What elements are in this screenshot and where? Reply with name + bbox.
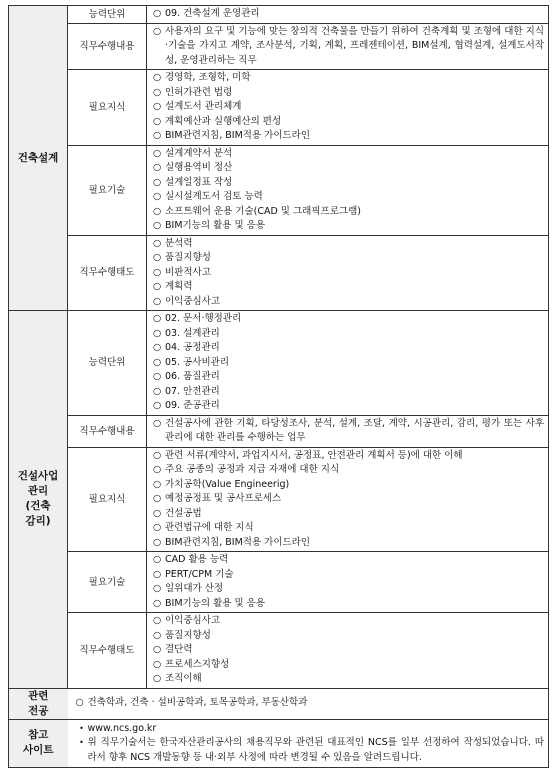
list-item-text: 06. 품질관리 [165, 371, 220, 382]
row-label: 필요기술 [68, 145, 147, 235]
circle-bullet-icon: ○ [153, 507, 162, 519]
list-item-text: 건설공사에 관한 기획, 타당성조사, 분석, 설계, 조달, 계약, 시공관리, 감리, 평가 또는 사후관리에 대한 관리를 수행하는 업무 [165, 417, 544, 443]
circle-bullet-icon: ○ [153, 147, 162, 159]
reference-text: 위 직무기술서는 한국자산관리공사의 채용직무와 관련된 대표적인 NCS를 일부 선정하여 작성되었습니다. 따라서 향후 NCS 개발동향 등 내·외부 사정에 따라 변경될 수 있음을 알려드립니다. [87, 737, 544, 763]
circle-bullet-icon: ○ [153, 615, 162, 626]
row-content [147, 23, 549, 70]
list-item [153, 507, 544, 522]
list-item-text: 건설공법 [165, 507, 202, 519]
list-item [153, 521, 544, 536]
circle-bullet-icon: ○ [153, 8, 162, 19]
list-item-text: 설계계약서 분석 [165, 147, 233, 159]
dot-bullet-icon: • [79, 738, 84, 747]
list-item-text: 05. 공사비관리 [165, 356, 230, 368]
circle-bullet-icon: ○ [153, 101, 162, 112]
list-item-text: 가치공학(Value Engineerig) [165, 478, 290, 490]
list-item [153, 251, 544, 266]
reference-content [68, 719, 549, 768]
list-item [153, 568, 544, 583]
row-content [147, 552, 549, 613]
circle-bullet-icon: ○ [153, 644, 162, 655]
list-item-text: 02. 문서·행정관리 [165, 313, 242, 324]
row-content [147, 70, 549, 146]
list-item [153, 295, 544, 310]
list-item-text: 프로세스지향성 [165, 658, 230, 670]
list-item-text: 비판적사고 [165, 266, 211, 278]
circle-bullet-icon: ○ [153, 115, 162, 127]
circle-bullet-icon: ○ [153, 583, 162, 594]
section-category: 건축설계 [9, 6, 68, 311]
list-item [153, 492, 544, 507]
circle-bullet-icon: ○ [153, 327, 162, 339]
list-item-text: 09. 준공관리 [165, 400, 220, 411]
list-item-text: 소프트웨어 운용 기술(CAD 및 그래픽프로그램) [165, 205, 361, 217]
list-item [153, 25, 544, 69]
circle-bullet-icon: ○ [153, 130, 162, 141]
reference-label: 참고 사이트 [9, 719, 68, 768]
list-item-text: 일위대가 산정 [165, 583, 224, 594]
circle-bullet-icon: ○ [153, 385, 162, 397]
list-item [153, 205, 544, 220]
circle-bullet-icon: ○ [153, 220, 162, 231]
list-item [153, 553, 544, 568]
table-row [9, 447, 549, 552]
list-item-text: 품질지향성 [165, 252, 211, 263]
circle-bullet-icon: ○ [153, 417, 162, 429]
list-item-text: 04. 공정관리 [165, 342, 220, 353]
row-label: 직무수행태도 [68, 235, 147, 311]
list-item-text: 07. 안전관리 [165, 385, 220, 397]
list-item [153, 449, 544, 464]
list-item [153, 597, 544, 612]
list-item-text: 계획력 [165, 281, 193, 292]
related-majors-text [76, 696, 545, 711]
list-item [153, 161, 544, 176]
list-item [153, 614, 544, 629]
circle-bullet-icon: ○ [153, 25, 162, 37]
circle-bullet-icon: ○ [153, 629, 162, 641]
dot-bullet-icon: • [79, 723, 84, 733]
list-item [153, 100, 544, 115]
list-item [153, 643, 544, 658]
list-item-text: 품질지향성 [165, 629, 211, 641]
list-item [153, 190, 544, 205]
table-row [9, 235, 549, 311]
circle-bullet-icon: ○ [153, 295, 162, 307]
list-item [153, 399, 544, 414]
row-content [147, 613, 549, 689]
circle-bullet-icon: ○ [153, 237, 162, 249]
related-majors-row [9, 688, 549, 719]
circle-bullet-icon: ○ [153, 522, 162, 533]
row-content [147, 447, 549, 552]
related-majors-content [68, 688, 549, 719]
list-item-text: BIM기능의 활용 및 응용 [165, 220, 265, 231]
table-row [9, 145, 549, 235]
list-item [153, 86, 544, 101]
circle-bullet-icon: ○ [153, 356, 162, 368]
list-item [153, 280, 544, 295]
list-item-text: 분석력 [165, 237, 193, 249]
list-item-text: 설계도서 관리체계 [165, 101, 242, 112]
row-label: 필요지식 [68, 70, 147, 146]
list-item [153, 219, 544, 234]
list-item-text: 관련법규에 대한 지식 [165, 522, 254, 533]
list-item-text: 설계일정표 작성 [165, 176, 233, 188]
list-item-text: 09. 건축설계 운영관리 [165, 8, 260, 19]
circle-bullet-icon: ○ [153, 597, 162, 609]
list-item [153, 115, 544, 130]
circle-bullet-icon: ○ [153, 673, 162, 684]
list-item [153, 237, 544, 252]
list-item [153, 147, 544, 162]
list-item-text: BIM기능의 활용 및 응용 [165, 597, 265, 609]
table-row [9, 70, 549, 146]
list-item-text: 이익중심사고 [165, 295, 221, 307]
list-item [153, 356, 544, 371]
circle-bullet-icon: ○ [75, 697, 84, 709]
row-label: 직무수행내용 [68, 23, 147, 70]
row-label: 필요기술 [68, 552, 147, 613]
row-content [147, 235, 549, 311]
list-item-text: BIM관련지침, BIM적용 가이드라인 [165, 130, 311, 141]
list-item [153, 176, 544, 191]
related-majors-text-text: 건축학과, 건축 · 설비공학과, 토목공학과, 부동산학과 [87, 697, 308, 709]
list-item-text: 실행용역비 정산 [165, 162, 233, 173]
list-item-text: 경영학, 조형학, 미학 [165, 72, 251, 83]
list-item [153, 417, 544, 446]
table-row [9, 6, 549, 24]
list-item [153, 327, 544, 342]
list-item [153, 312, 544, 327]
row-label: 능력단위 [68, 311, 147, 416]
list-item [153, 7, 544, 22]
list-item [153, 370, 544, 385]
table-row [9, 311, 549, 416]
table-row [9, 613, 549, 689]
circle-bullet-icon: ○ [153, 400, 162, 411]
table-row [9, 23, 549, 70]
list-item-text: 03. 설계관리 [165, 327, 220, 339]
list-item-text: 결단력 [165, 644, 193, 655]
list-item [153, 463, 544, 478]
list-item [153, 478, 544, 493]
circle-bullet-icon: ○ [153, 493, 162, 504]
list-item [153, 129, 544, 144]
reference-text: www.ncs.go.kr [87, 722, 157, 734]
list-item-text: BIM관련지침, BIM적용 가이드라인 [165, 536, 311, 548]
list-item [153, 629, 544, 644]
row-label: 직무수행내용 [68, 415, 147, 447]
list-item [153, 266, 544, 281]
circle-bullet-icon: ○ [153, 449, 162, 461]
list-item-text: PERT/CPM 기술 [165, 568, 234, 580]
list-item-text: 계획예산과 실행예산의 편성 [165, 115, 282, 127]
circle-bullet-icon: ○ [153, 205, 162, 217]
list-item-text: 이익중심사고 [165, 615, 221, 626]
circle-bullet-icon: ○ [153, 371, 162, 382]
list-item [153, 71, 544, 86]
row-content [147, 415, 549, 447]
list-item-text: CAD 활용 능력 [165, 554, 229, 565]
circle-bullet-icon: ○ [153, 72, 162, 83]
list-item-text: 실시설계도서 검토 능력 [165, 191, 263, 202]
row-label: 필요지식 [68, 447, 147, 552]
circle-bullet-icon: ○ [153, 162, 162, 173]
circle-bullet-icon: ○ [153, 252, 162, 263]
list-item-text: 사용자의 요구 및 기능에 맞는 창의적 건축물을 만들기 위하여 건축계획 및 조형에 대한 지식·기술을 가지고 계약, 조사분석, 기획, 계획, 프레젠테이션, BIM설계, 협력설계, 설계도서작성, 운영관리하는 직무 [165, 25, 544, 66]
row-label: 직무수행태도 [68, 613, 147, 689]
row-content [147, 311, 549, 416]
circle-bullet-icon: ○ [153, 191, 162, 202]
circle-bullet-icon: ○ [153, 568, 162, 580]
circle-bullet-icon: ○ [153, 464, 162, 475]
circle-bullet-icon: ○ [153, 281, 162, 292]
list-item-text: 관련 서류(계약서, 과업지시서, 공정표, 안전관리 계획서 등)에 대한 이해 [165, 449, 463, 461]
list-item [153, 341, 544, 356]
list-item-text: 예정공정표 및 공사프로세스 [165, 493, 282, 504]
circle-bullet-icon: ○ [153, 86, 162, 98]
list-item-text: 조직이해 [165, 673, 202, 684]
list-item [153, 536, 544, 551]
circle-bullet-icon: ○ [153, 478, 162, 490]
table-row [9, 552, 549, 613]
reference-link[interactable] [76, 722, 545, 737]
list-item [153, 672, 544, 687]
list-item [153, 658, 544, 673]
reference-note [76, 736, 545, 765]
job-description-table [8, 5, 549, 768]
list-item [153, 385, 544, 400]
reference-row [9, 719, 549, 768]
row-label: 능력단위 [68, 6, 147, 24]
list-item-text: 인허가관련 법령 [165, 86, 233, 98]
circle-bullet-icon: ○ [153, 536, 162, 548]
related-majors-label: 관련 전공 [9, 688, 68, 719]
row-content [147, 6, 549, 24]
table-row [9, 415, 549, 447]
circle-bullet-icon: ○ [153, 176, 162, 188]
section-category: 건설사업 관리 (건축 감리) [9, 311, 68, 689]
circle-bullet-icon: ○ [153, 313, 162, 324]
row-content [147, 145, 549, 235]
circle-bullet-icon: ○ [153, 266, 162, 278]
list-item-text: 주요 공종의 공정과 지급 자재에 대한 지식 [165, 464, 340, 475]
circle-bullet-icon: ○ [153, 554, 162, 565]
circle-bullet-icon: ○ [153, 658, 162, 670]
circle-bullet-icon: ○ [153, 342, 162, 353]
list-item [153, 582, 544, 597]
